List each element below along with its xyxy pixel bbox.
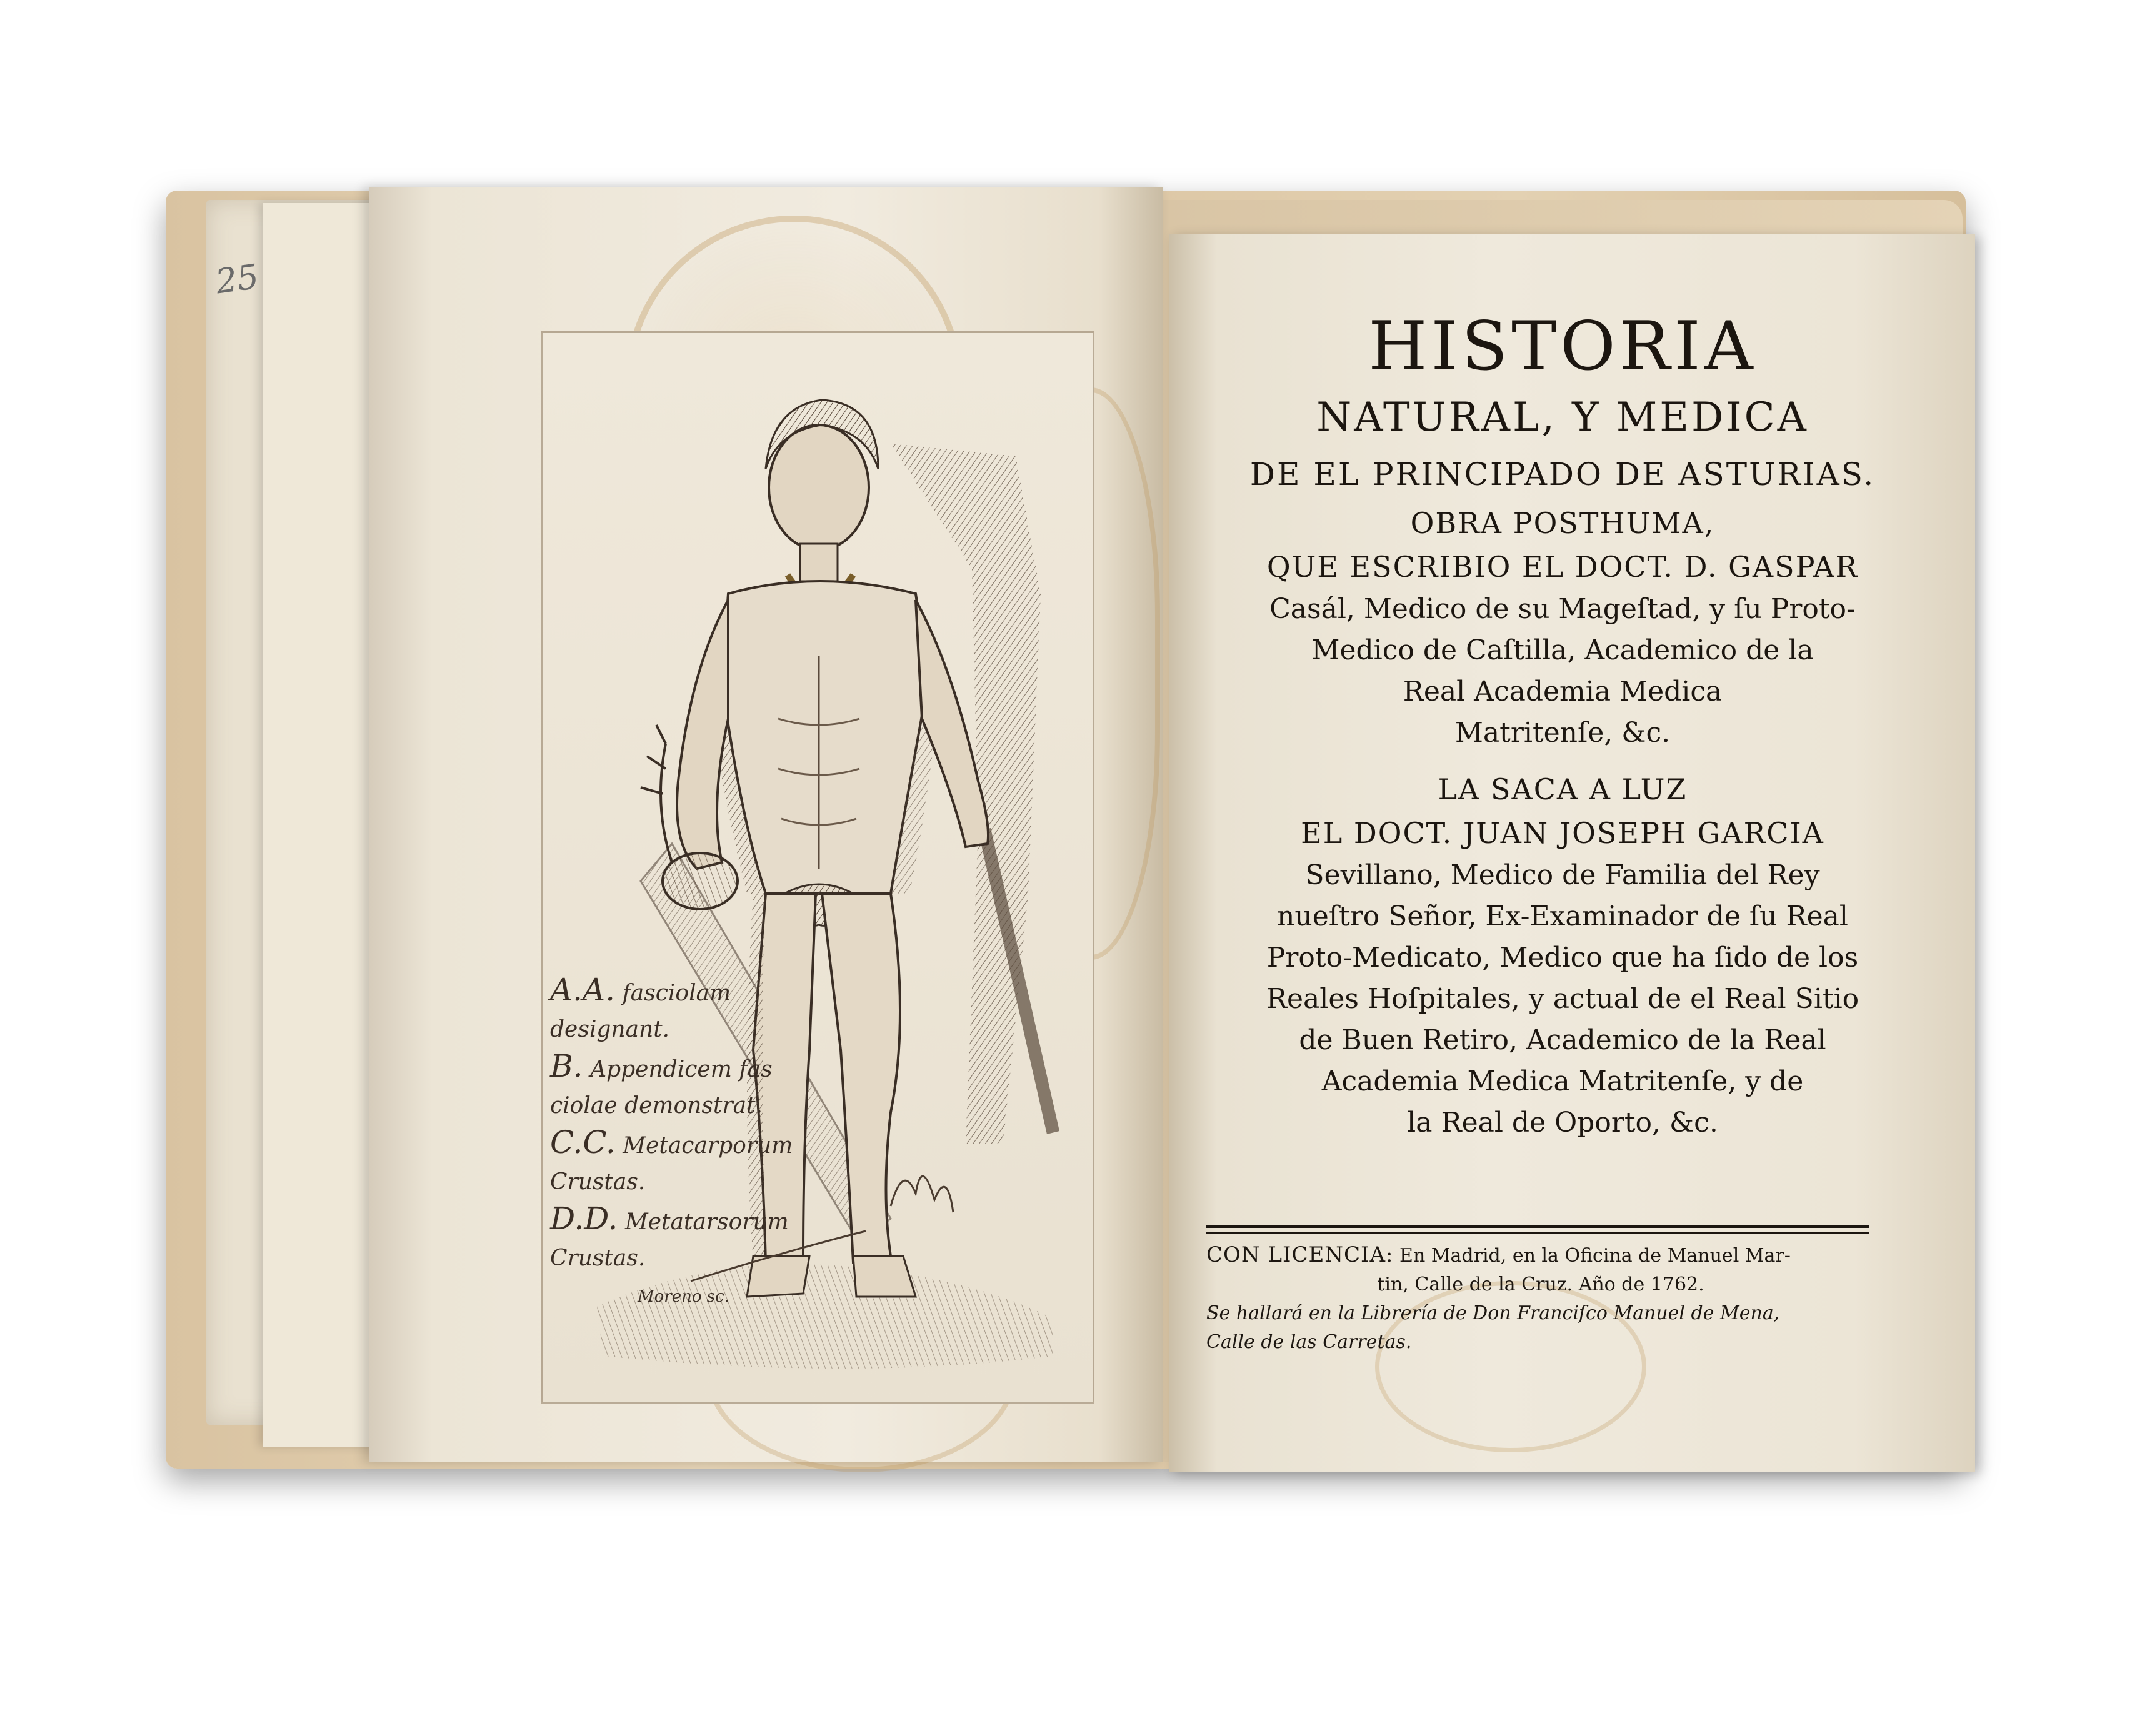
legend-line: D.D. Metatarsorum	[550, 1200, 789, 1237]
shelfmark-note: 25	[213, 256, 261, 302]
license-label: CON LICENCIA:	[1206, 1242, 1394, 1267]
editor-description-line: Proto-Medicato, Medico que ha ſido de los	[1266, 942, 1859, 974]
editor-description-line: la Real de Oporto, &c.	[1407, 1107, 1718, 1139]
editor-description-line: nueſtro Señor, Ex-Examinador de ſu Real	[1277, 900, 1848, 932]
book-subtitle-region: DE EL PRINCIPADO DE ASTURIAS.	[1249, 456, 1876, 492]
author-description-line: Real Academia Medica	[1403, 676, 1723, 707]
imprint-rule	[1206, 1232, 1869, 1234]
editor-description-line: de Buen Retiro, Academico de la Real	[1299, 1024, 1826, 1056]
author-description-line: Casál, Medico de su Mageſtad, y ſu Proto-	[1269, 593, 1856, 625]
sale-line-2: Calle de las Carretas.	[1206, 1331, 1412, 1353]
legend-line: B. Appendicem fas	[550, 1048, 773, 1084]
legend-line: ciolae demonstrat.	[550, 1093, 763, 1119]
author-description-line: Medico de Caſtilla, Academico de la	[1311, 634, 1814, 666]
book-title: HISTORIA	[1368, 307, 1757, 386]
legend-line: C.C. Metacarporum	[550, 1124, 793, 1160]
author-line: QUE ESCRIBIO EL DOCT. D. GASPAR	[1266, 550, 1859, 584]
imprint-rule	[1206, 1225, 1869, 1228]
legend-line: Crustas.	[550, 1245, 646, 1271]
legend-line: A.A. fasciolam	[550, 972, 731, 1008]
legend-line: designant.	[550, 1017, 670, 1042]
license-line: CON LICENCIA: En Madrid, en la Oficina de Manuel Mar-	[1206, 1242, 1791, 1267]
plate-legend	[550, 972, 850, 1277]
sale-line: Se hallará en la Librería de Don Franciſco Manuel de Mena,	[1206, 1302, 1780, 1324]
legend-line: Crustas.	[550, 1169, 646, 1195]
editor-description-line: Sevillano, Medico de Familia del Rey	[1305, 859, 1820, 891]
editor-description-line: Reales Hoſpitales, y actual de el Real Sitio	[1266, 983, 1859, 1015]
work-note: OBRA POSTHUMA,	[1410, 506, 1715, 540]
book-subtitle: NATURAL, Y MEDICA	[1316, 394, 1809, 441]
editor-line: EL DOCT. JUAN JOSEPH GARCIA	[1301, 816, 1824, 850]
author-description-line: Matritenſe, &c.	[1454, 717, 1671, 749]
title-page-text	[1175, 306, 1950, 1144]
license-line-2: tin, Calle de la Cruz. Año de 1762.	[1377, 1274, 1704, 1295]
editor-intro: LA SACA A LUZ	[1438, 772, 1688, 806]
editor-description-line: Academia Medica Matritenſe, y de	[1321, 1065, 1804, 1097]
imprint	[1206, 1240, 1875, 1357]
engraver-credit: Moreno sc.	[638, 1287, 729, 1306]
